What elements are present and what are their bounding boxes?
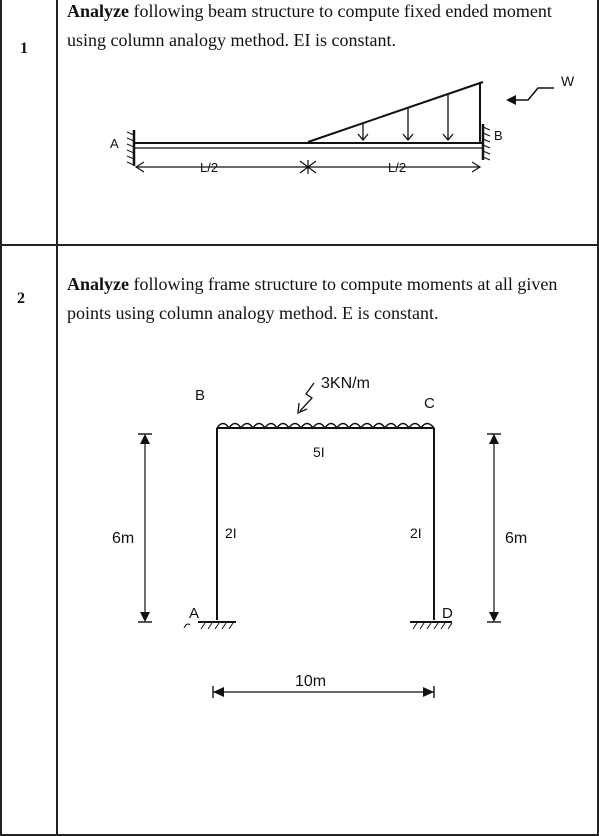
span-right-label: L/2 [388,160,407,175]
table-row-divider [0,244,599,246]
fixed-support-b-icon [483,124,490,160]
beam-diagram [58,60,597,244]
question-body: following frame structure to compute moments at all given points using column analogy method. E is constant. [67,274,558,323]
load-arrow-icon [443,95,453,140]
span-left-label: L/2 [200,160,219,175]
question-text [67,270,592,328]
load-label: 3KN/m [321,375,370,392]
triangular-load [308,82,483,142]
fixed-support-d-icon [410,622,452,629]
left-column-inertia-label: 2I [225,525,237,541]
right-column-inertia-label: 2I [410,525,422,541]
height-dimension-right [487,434,501,622]
joint-d-label: D [442,605,453,622]
beam-inertia-label: 5I [313,444,325,460]
height-dimension-left [138,434,152,622]
question-body: following beam structure to compute fixed ended moment using column analogy method. EI is constant. [67,1,552,50]
load-arrow-icon [403,108,413,140]
question-lead: Analyze [67,1,129,21]
question-number: 1 [20,40,28,57]
joint-a-label: A [189,605,200,622]
joint-c-label: C [424,395,435,412]
support-b-label: B [494,128,503,143]
support-a-label: A [110,136,119,151]
question-lead: Analyze [67,274,129,294]
joint-b-label: B [195,387,206,404]
question-text [67,0,592,55]
table-border-left [0,0,2,836]
span-label: 10m [295,673,327,690]
height-right-label: 6m [505,530,528,547]
fixed-support-a-icon [184,622,236,629]
frame-diagram [58,346,597,834]
fixed-support-a-icon [127,130,134,166]
load-w-label: W [561,73,575,89]
question-number: 2 [17,290,25,307]
load-pointer-icon [298,383,314,413]
load-arrow-icon [358,124,368,140]
load-pointer-icon [506,88,554,105]
height-left-label: 6m [112,530,135,547]
span-dimension [136,160,480,174]
